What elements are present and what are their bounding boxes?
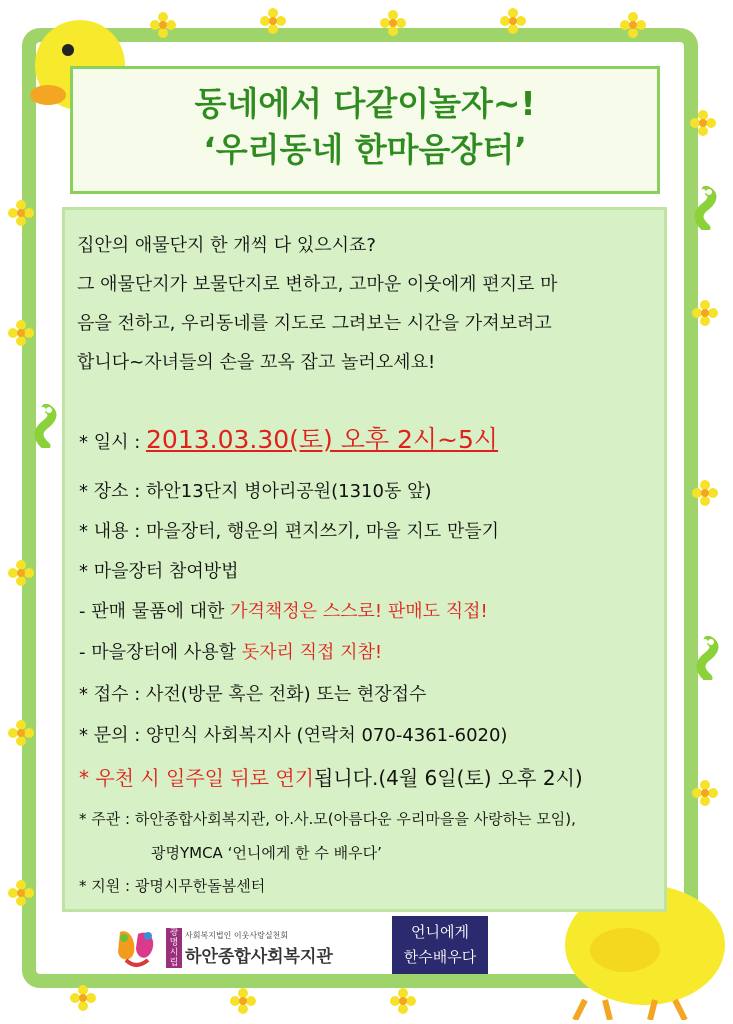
flower-icon (8, 720, 34, 746)
method-header: * 마을장터 참여방법 (79, 561, 239, 582)
flower-icon (500, 8, 526, 34)
method-line-1-highlight: 가격책정은 스스로! 판매도 직접! (230, 601, 488, 622)
flower-icon (8, 560, 34, 586)
flower-icon (8, 880, 34, 906)
welfare-center-logo (110, 924, 340, 972)
flower-icon (260, 8, 286, 34)
title-box (70, 66, 660, 194)
method-line-1-prefix: - 판매 물품에 대한 (79, 601, 231, 622)
method-line-1 (79, 597, 488, 623)
flower-icon (390, 988, 416, 1014)
rain-notice-highlight: * 우천 시 일주일 뒤로 연기 (79, 766, 314, 790)
title-line-1: 동네에서 다같이놀자~! (194, 84, 536, 123)
flower-icon (380, 10, 406, 36)
flower-icon (690, 110, 716, 136)
flower-icon (70, 985, 96, 1011)
flower-icon (150, 12, 176, 38)
reception-item: * 접수 : 사전(방문 혹은 전화) 또는 현장접수 (79, 684, 427, 705)
worm-icon (688, 186, 724, 230)
flower-icon (230, 988, 256, 1014)
inquiry-item: * 문의 : 양민식 사회복지사 (연락처 070-4361-6020) (79, 725, 508, 746)
flower-icon (620, 12, 646, 38)
flower-icon (8, 320, 34, 346)
method-line-2-highlight: 돗자리 직접 지참! (241, 642, 383, 663)
intro-paragraph (77, 226, 657, 382)
content-item: * 내용 : 마을장터, 행운의 편지쓰기, 마을 지도 만들기 (79, 521, 500, 542)
worm-icon (28, 404, 64, 448)
worm-icon (690, 636, 726, 680)
ymca-program-logo (392, 916, 488, 974)
intro-line: 집안의 애물단지 한 개씩 다 있으시죠? (77, 235, 376, 256)
date-label: * 일시 : (79, 432, 147, 453)
rain-notice-rest: 됩니다.(4월 6일(토) 오후 2시) (314, 766, 583, 790)
intro-line: 그 애물단지가 보물단지로 변하고, 고마운 이웃에게 편지로 마 (77, 274, 558, 295)
place-item: * 장소 : 하안13단지 병아리공원(1310동 앞) (79, 481, 432, 502)
organizer-line-2: 광명YMCA ‘언니에게 한 수 배우다’ (151, 844, 382, 862)
intro-line: 음을 전하고, 우리동네를 지도로 그려보는 시간을 가져보려고 (77, 313, 552, 334)
flower-icon (692, 480, 718, 506)
date-value: 2013.03.30(토) 오후 2시~5시 (146, 425, 499, 454)
welfare-center-city-tag: 광명시립 (166, 928, 182, 968)
content-box (62, 207, 667, 912)
welfare-center-name: 하안종합사회복지관 (185, 947, 333, 967)
flower-icon (692, 300, 718, 326)
welfare-center-mark-icon (110, 924, 162, 972)
organizer-line-1: * 주관 : 하안종합사회복지관, 아.사.모(아름다운 우리마을을 사랑하는 모임), (79, 810, 576, 828)
title-line-2: ‘우리동네 한마음장터’ (203, 130, 527, 169)
welfare-center-subtitle: 사회복지법인 이웃사랑실천회 (185, 931, 289, 940)
method-line-2-prefix: - 마을장터에 사용할 (79, 642, 242, 663)
method-line-2 (79, 638, 382, 664)
intro-line: 합니다~자녀들의 손을 꼬옥 잡고 놀러오세요! (77, 352, 436, 373)
ymca-logo-line-2: 한수배우다 (403, 948, 477, 966)
flower-icon (8, 200, 34, 226)
rain-notice (79, 762, 583, 791)
ymca-logo-line-1: 언니에게 (411, 923, 469, 941)
date-item (79, 420, 498, 456)
flower-icon (692, 780, 718, 806)
support-item: * 지원 : 광명시무한돌봄센터 (79, 877, 266, 895)
